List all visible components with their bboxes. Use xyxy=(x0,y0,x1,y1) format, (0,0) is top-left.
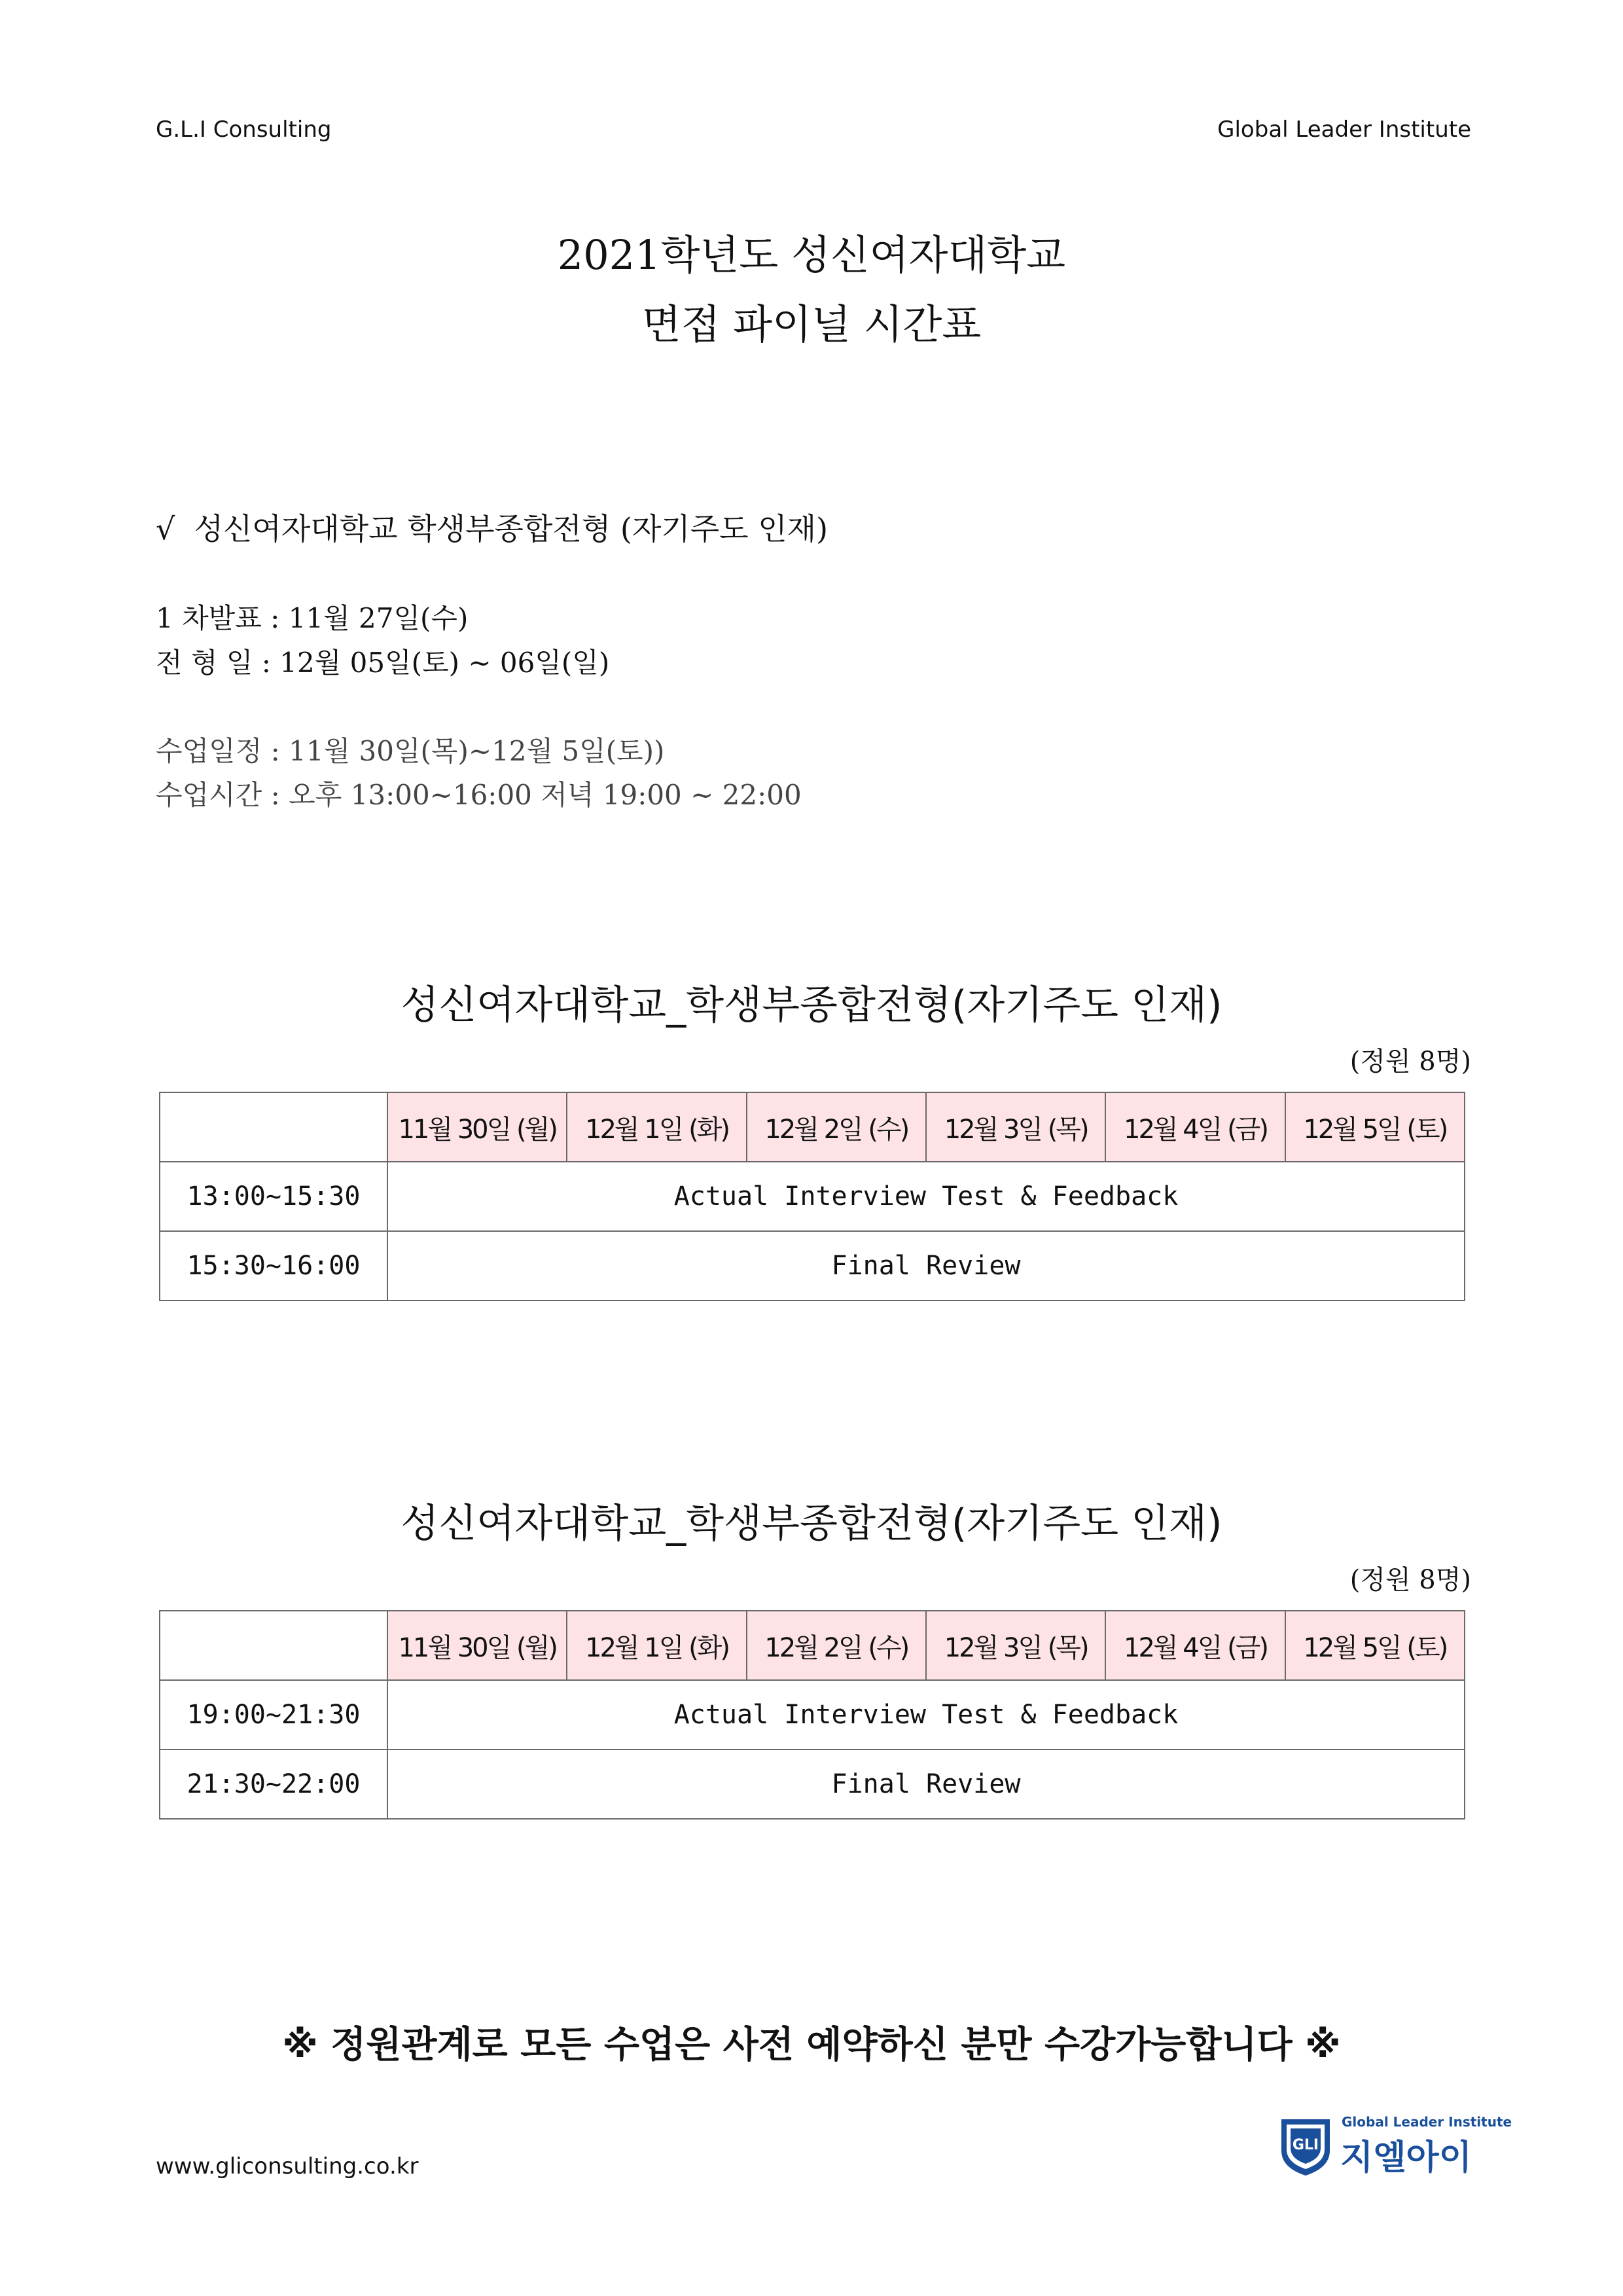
footer-url[interactable]: www.gliconsulting.co.kr xyxy=(156,2153,419,2179)
class-time: 수업시간 : 오후 13:00~16:00 저녁 19:00 ~ 22:00 xyxy=(156,779,802,811)
day-header: 12월 5일 (토) xyxy=(1285,1092,1465,1162)
time-cell: 21:30~22:00 xyxy=(160,1749,387,1819)
table2-capacity: (정원 8명) xyxy=(1349,1565,1471,1595)
logo-small-text: Global Leader Institute xyxy=(1342,2114,1512,2130)
day-header: 12월 1일 (화) xyxy=(567,1611,746,1680)
day-header: 12월 4일 (금) xyxy=(1105,1611,1285,1680)
activity-cell: Final Review xyxy=(387,1231,1465,1300)
gli-logo xyxy=(1276,2113,1512,2178)
header-left: G.L.I Consulting xyxy=(156,117,332,143)
day-header: 12월 5일 (토) xyxy=(1285,1611,1465,1680)
activity-cell: Actual Interview Test & Feedback xyxy=(387,1680,1465,1749)
logo-badge: GLI xyxy=(1292,2137,1319,2153)
day-header: 12월 3일 (목) xyxy=(926,1611,1105,1680)
schedule-table-afternoon xyxy=(159,1092,1465,1301)
class-schedule: 수업일정 : 11월 30일(목)~12월 5일(토)) xyxy=(156,735,665,767)
page-title: 2021학년도 성신여자대학교 xyxy=(557,231,1066,279)
table-row xyxy=(160,1162,1465,1231)
first-announce: 1 차발표 : 11월 27일(수) xyxy=(156,602,469,634)
day-header: 12월 4일 (금) xyxy=(1105,1092,1285,1162)
table-row xyxy=(160,1680,1465,1749)
corner-cell xyxy=(160,1092,387,1162)
page-subtitle: 면접 파이널 시간표 xyxy=(641,300,982,348)
day-header: 12월 1일 (화) xyxy=(567,1092,746,1162)
check-mark: √ xyxy=(156,511,175,547)
header-right: Global Leader Institute xyxy=(1217,117,1471,143)
day-header: 12월 2일 (수) xyxy=(747,1092,926,1162)
table1-title: 성신여자대학교_학생부종합전형(자기주도 인재) xyxy=(401,982,1222,1028)
schedule-table-evening xyxy=(159,1610,1465,1820)
activity-cell: Actual Interview Test & Feedback xyxy=(387,1162,1465,1231)
time-cell: 15:30~16:00 xyxy=(160,1231,387,1300)
shield-icon xyxy=(1276,2113,1335,2178)
logo-large-text: 지엘아이 xyxy=(1340,2138,1472,2178)
time-cell: 19:00~21:30 xyxy=(160,1680,387,1749)
time-cell: 13:00~15:30 xyxy=(160,1162,387,1231)
corner-cell xyxy=(160,1611,387,1680)
table-header-row xyxy=(160,1092,1465,1162)
table-header-row xyxy=(160,1611,1465,1680)
day-header: 12월 2일 (수) xyxy=(747,1611,926,1680)
activity-cell: Final Review xyxy=(387,1749,1465,1819)
table-row xyxy=(160,1749,1465,1819)
table1-capacity: (정원 8명) xyxy=(1349,1047,1471,1077)
day-header: 11월 30일 (월) xyxy=(387,1611,567,1680)
info-heading xyxy=(156,505,828,548)
screening-date: 전 형 일 : 12월 05일(토) ~ 06일(일) xyxy=(156,647,610,679)
day-header: 11월 30일 (월) xyxy=(387,1092,567,1162)
table2-title: 성신여자대학교_학생부종합전형(자기주도 인재) xyxy=(401,1501,1222,1547)
table-row xyxy=(160,1231,1465,1300)
info-heading-text: 성신여자대학교 학생부종합전형 (자기주도 인재) xyxy=(194,511,829,547)
reservation-notice: ※ 정원관계로 모든 수업은 사전 예약하신 분만 수강가능합니다 ※ xyxy=(282,2024,1341,2066)
day-header: 12월 3일 (목) xyxy=(926,1092,1105,1162)
